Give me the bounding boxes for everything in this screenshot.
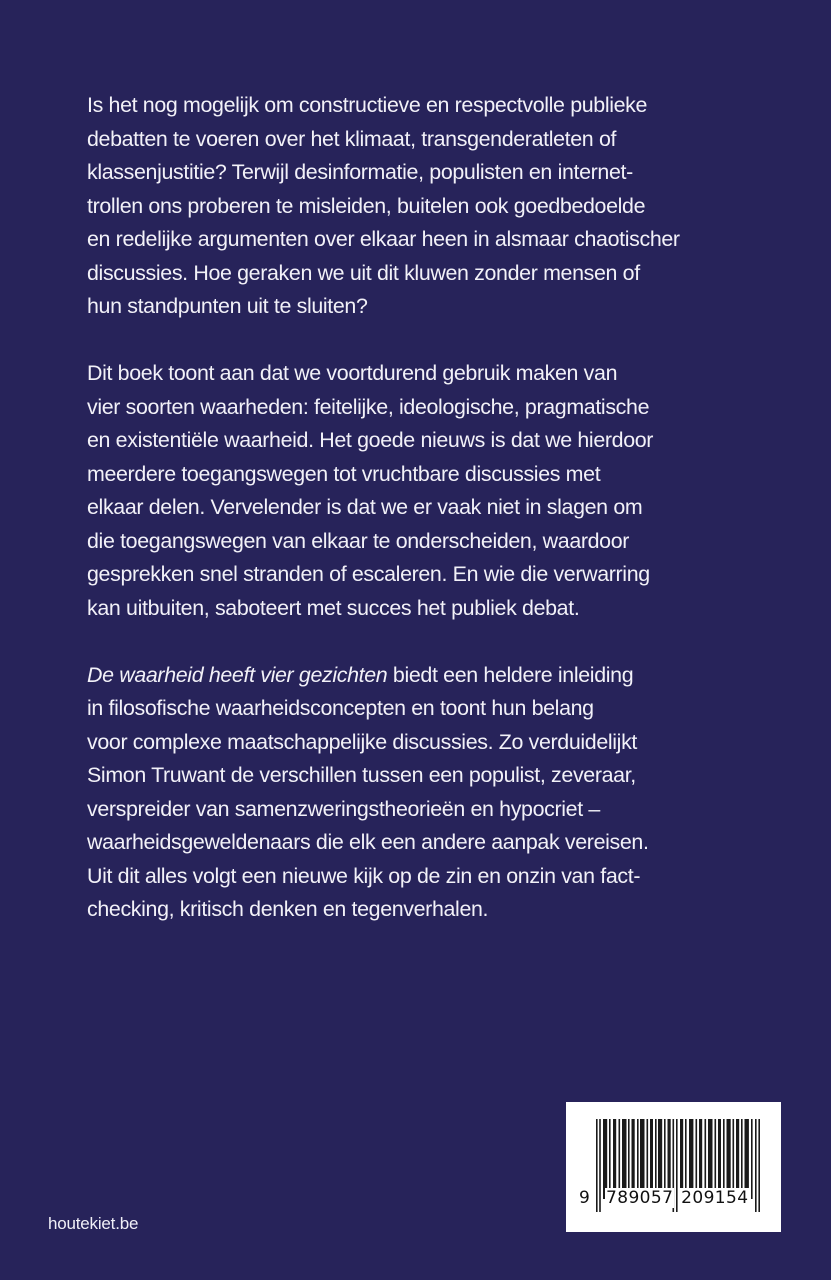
blurb-line: trollen ons proberen te misleiden, buitelen ook goedbedoelde (87, 193, 646, 218)
blurb-line (87, 659, 807, 693)
blurb-line: hun standpunten uit te sluiten? (87, 294, 368, 318)
blurb-line: Dit boek toont aan dat we voortdurend gebruik maken van (87, 361, 618, 385)
blurb-line: checking, kritisch denken en tegenverhalen. (87, 897, 489, 921)
blurb-line: in filosofische waarheidsconcepten en toont hun belang (87, 696, 594, 720)
blurb-line: en redelijke argumenten over elkaar heen in alsmaar chaotischer (87, 227, 680, 251)
blurb-line: en existentiële waarheid. Het goede nieuws is dat we hierdoor (87, 428, 654, 452)
blurb-line: meerdere toegangswegen tot vruchtbare discussies met (87, 461, 601, 486)
blurb-line-rest: biedt een heldere inleiding (387, 662, 634, 687)
blurb-line: voor complexe maatschappelijke discussies. Zo verduidelijkt (87, 729, 638, 754)
blurb-paragraph-3 (87, 659, 807, 927)
back-cover-blurb (87, 89, 807, 927)
book-title-italic: De waarheid heeft vier gezichten (87, 662, 388, 687)
blurb-line: discussies. Hoe geraken we uit dit kluwen zonder mensen of (87, 260, 640, 285)
blurb-line: verspreider van samenzweringstheorieën en hypocriet – (87, 796, 600, 821)
isbn-number (578, 1188, 749, 1208)
blurb-line: gesprekken snel stranden of escaleren. En wie die verwarring (87, 562, 650, 586)
isbn-barcode (566, 1102, 781, 1232)
blurb-line: debatten te voeren over het klimaat, transgenderatleten of (87, 126, 617, 151)
blurb-line: Is het nog mogelijk om constructieve en respectvolle publieke (87, 93, 648, 117)
isbn-prefix: 9 (579, 1188, 591, 1208)
blurb-line: Simon Truwant de verschillen tussen een populist, zeveraar, (87, 763, 636, 787)
blurb-line: klassenjustitie? Terwijl desinformatie, populisten en internet- (87, 160, 633, 184)
blurb-line: die toegangswegen van elkaar te onderscheiden, waardoor (87, 528, 630, 553)
publisher-website: houtekiet.be (48, 1214, 139, 1233)
blurb-line: kan uitbuiten, saboteert met succes het publiek debat. (87, 595, 580, 620)
blurb-paragraph-2 (87, 357, 807, 625)
blurb-line: elkaar delen. Vervelender is dat we er vaak niet in slagen om (87, 495, 643, 519)
isbn-group-1: 789057 (606, 1188, 674, 1208)
blurb-line: waarheidsgeweldenaars die elk een andere aanpak vereisen. (87, 830, 649, 854)
blurb-line: Uit dit alles volgt een nieuwe kijk op de zin en onzin van fact- (87, 863, 641, 888)
blurb-line: vier soorten waarheden: feitelijke, ideologische, pragmatische (87, 394, 650, 419)
blurb-paragraph-1 (87, 89, 807, 324)
isbn-group-2: 209154 (681, 1188, 749, 1208)
